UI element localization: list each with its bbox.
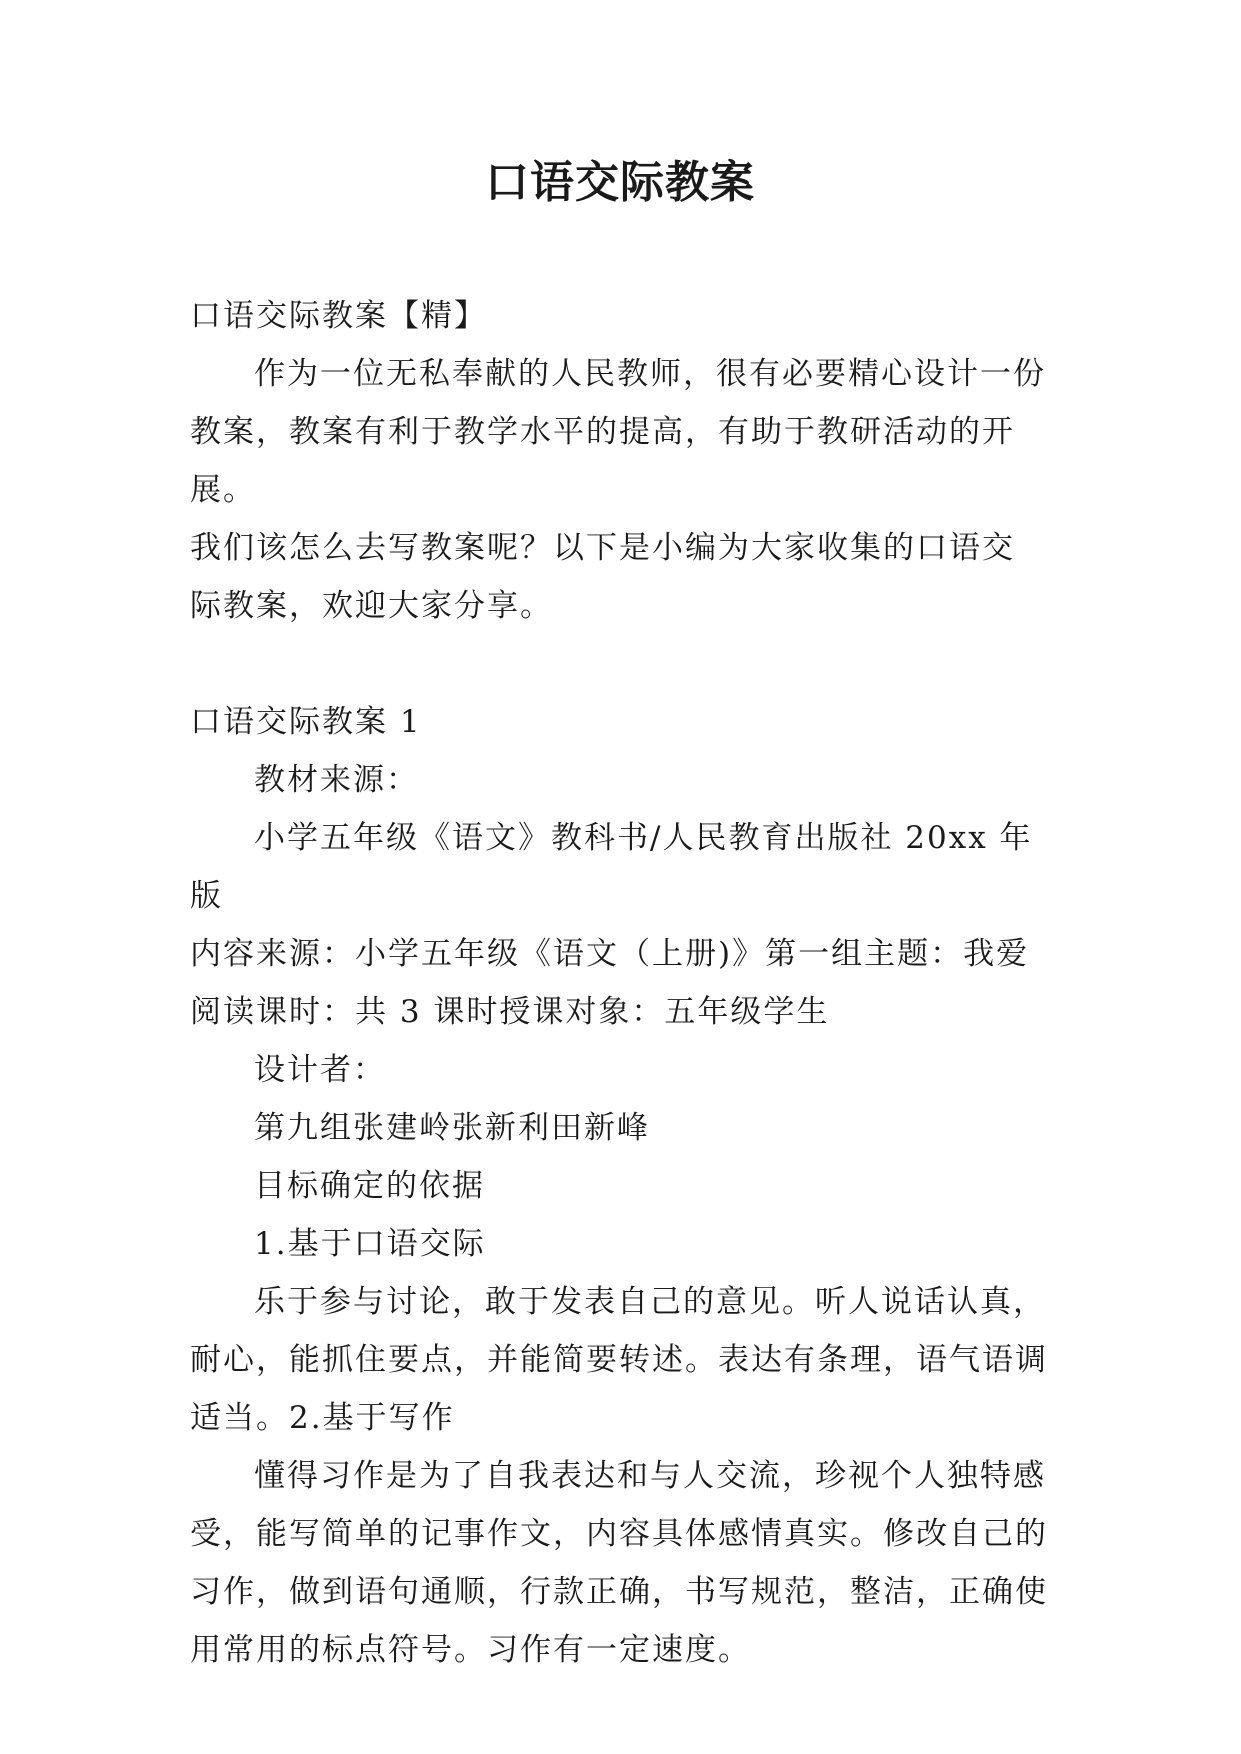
body-line: 耐心，能抓住要点，并能简要转述。表达有条理，语气语调: [190, 1342, 1048, 1378]
body-line: 习作，做到语句通顺，行款正确，书写规范，整洁，正确使: [190, 1574, 1048, 1610]
document-subtitle: 口语交际教案【精】: [190, 298, 487, 334]
body-line: 受，能写简单的记事作文，内容具体感情真实。修改自己的: [190, 1516, 1048, 1552]
document-body: [190, 287, 1050, 1679]
body-line: 设计者：: [254, 1052, 386, 1088]
body-line: 小学五年级《语文》教科书/人民教育出版社 20xx 年版: [190, 820, 1033, 914]
intro-line: 际教案，欢迎大家分享。: [190, 588, 553, 624]
paragraph-gap: [190, 635, 1050, 693]
intro-line: 我们该怎么去写教案呢？以下是小编为大家收集的口语交: [190, 530, 1015, 566]
body-line: 教材来源：: [254, 762, 419, 798]
intro-line: 教案，教案有利于教学水平的提高，有助于教研活动的开展。: [190, 414, 1015, 508]
body-line: 内容来源：小学五年级《语文（上册)》第一组主题：我爱: [190, 936, 1030, 972]
body-line: 乐于参与讨论，敢于发表自己的意见。听人说话认真，: [254, 1284, 1046, 1320]
body-line: 第九组张建岭张新利田新峰: [254, 1110, 650, 1146]
intro-line: 作为一位无私奉献的人民教师，很有必要精心设计一份: [254, 356, 1046, 392]
body-line: 1.基于口语交际: [254, 1226, 486, 1262]
document-title: 口语交际教案: [485, 157, 755, 208]
body-line: 阅读课时：共 3 课时授课对象：五年级学生: [190, 994, 830, 1030]
body-line: 目标确定的依据: [254, 1168, 485, 1204]
section-heading: 口语交际教案 1: [190, 704, 422, 740]
body-line: 适当。2.基于写作: [190, 1400, 455, 1436]
body-line: 懂得习作是为了自我表达和与人交流，珍视个人独特感: [254, 1458, 1046, 1494]
body-line: 用常用的标点符号。习作有一定速度。: [190, 1632, 751, 1668]
